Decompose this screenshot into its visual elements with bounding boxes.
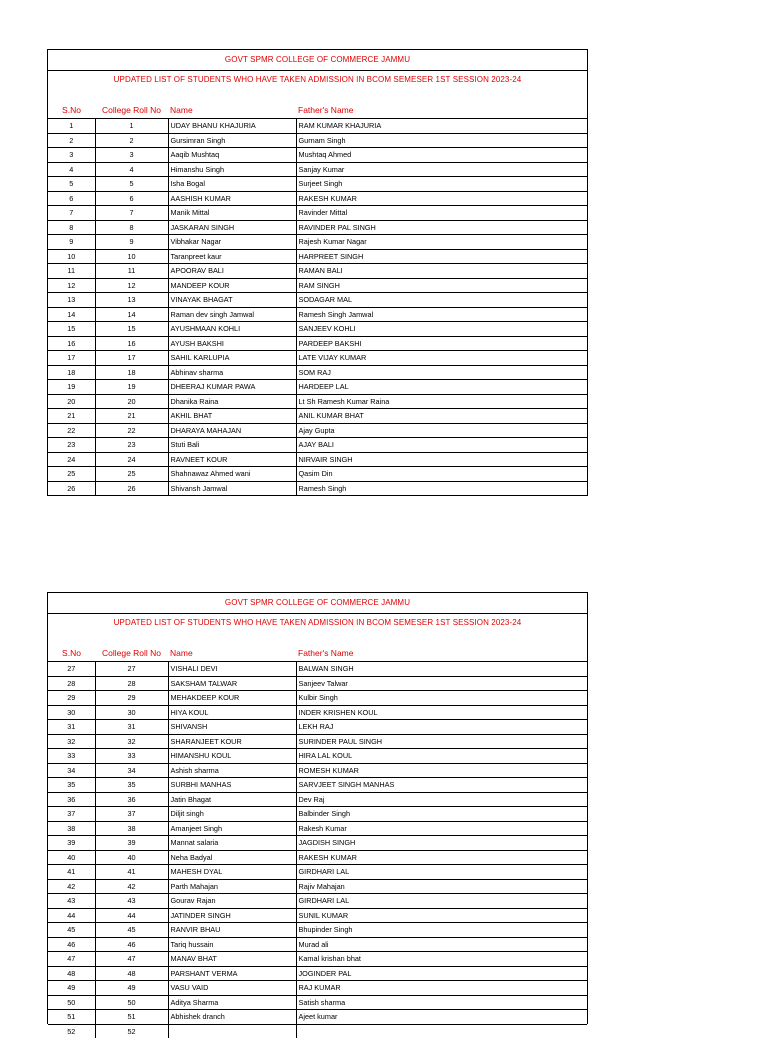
table-row	[48, 865, 587, 880]
cell-student-name: AASHISH KUMAR	[168, 191, 296, 206]
header-sno: S.No	[48, 644, 95, 662]
cell-sno: 22	[48, 423, 95, 438]
college-title: GOVT SPMR COLLEGE OF COMMERCE JAMMU	[48, 593, 587, 614]
cell-sno: 44	[48, 908, 95, 923]
cell-father-name: Kulbir Singh	[296, 691, 587, 706]
table-row	[48, 966, 587, 981]
cell-sno: 18	[48, 365, 95, 380]
cell-roll-no: 51	[95, 1010, 168, 1025]
cell-sno: 12	[48, 278, 95, 293]
students-table-1-body	[48, 119, 587, 496]
table-row	[48, 206, 587, 221]
cell-sno: 47	[48, 952, 95, 967]
cell-sno: 33	[48, 749, 95, 764]
cell-student-name: Shivansh Jamwal	[168, 481, 296, 495]
cell-student-name: VINAYAK BHAGAT	[168, 293, 296, 308]
table-row	[48, 705, 587, 720]
cell-sno: 41	[48, 865, 95, 880]
cell-father-name: SARVJEET SINGH MANHAS	[296, 778, 587, 793]
cell-sno: 52	[48, 1024, 95, 1038]
cell-student-name: Jatin Bhagat	[168, 792, 296, 807]
cell-student-name: Ashish sharma	[168, 763, 296, 778]
cell-roll-no: 21	[95, 409, 168, 424]
cell-sno: 24	[48, 452, 95, 467]
table-row	[48, 662, 587, 677]
cell-father-name: Ramesh Singh	[296, 481, 587, 495]
table-row	[48, 1024, 587, 1038]
cell-father-name: RAKESH KUMAR	[296, 191, 587, 206]
cell-sno: 43	[48, 894, 95, 909]
cell-student-name: VISHALI DEVI	[168, 662, 296, 677]
cell-father-name: JAGDISH SINGH	[296, 836, 587, 851]
cell-sno: 42	[48, 879, 95, 894]
cell-student-name: RANVIR BHAU	[168, 923, 296, 938]
cell-sno: 17	[48, 351, 95, 366]
cell-student-name: JATINDER SINGH	[168, 908, 296, 923]
table-row	[48, 720, 587, 735]
cell-father-name: SUNIL KUMAR	[296, 908, 587, 923]
cell-roll-no: 31	[95, 720, 168, 735]
table-row	[48, 481, 587, 495]
students-table-1	[48, 101, 587, 495]
cell-sno: 9	[48, 235, 95, 250]
cell-student-name: AKHIL BHAT	[168, 409, 296, 424]
cell-father-name: Ajeet kumar	[296, 1010, 587, 1025]
table-row	[48, 336, 587, 351]
table-row	[48, 235, 587, 250]
cell-student-name: SURBHI MANHAS	[168, 778, 296, 793]
cell-father-name: AJAY BALI	[296, 438, 587, 453]
cell-roll-no: 18	[95, 365, 168, 380]
cell-roll-no: 23	[95, 438, 168, 453]
cell-father-name: NIRVAIR SINGH	[296, 452, 587, 467]
cell-student-name: MAHESH DYAL	[168, 865, 296, 880]
cell-roll-no: 48	[95, 966, 168, 981]
cell-student-name: HIYA KOUL	[168, 705, 296, 720]
cell-sno: 5	[48, 177, 95, 192]
cell-father-name: Rajesh Kumar Nagar	[296, 235, 587, 250]
cell-father-name: RAKESH KUMAR	[296, 850, 587, 865]
table-header-row	[48, 101, 587, 119]
table-row	[48, 908, 587, 923]
cell-student-name: Shahnawaz Ahmed wani	[168, 467, 296, 482]
cell-father-name: Dev Raj	[296, 792, 587, 807]
cell-father-name: Lt Sh Ramesh Kumar Raina	[296, 394, 587, 409]
cell-sno: 30	[48, 705, 95, 720]
cell-father-name: GIRDHARI LAL	[296, 894, 587, 909]
table-row	[48, 293, 587, 308]
cell-roll-no: 8	[95, 220, 168, 235]
cell-roll-no: 19	[95, 380, 168, 395]
cell-roll-no: 34	[95, 763, 168, 778]
table-row	[48, 351, 587, 366]
cell-sno: 3	[48, 148, 95, 163]
table-row	[48, 734, 587, 749]
cell-student-name: AYUSH BAKSHI	[168, 336, 296, 351]
cell-roll-no: 29	[95, 691, 168, 706]
list-subtitle: UPDATED LIST OF STUDENTS WHO HAVE TAKEN ADMISSION IN BCOM SEMESER 1ST SESSION 2023-24	[48, 71, 587, 101]
cell-sno: 11	[48, 264, 95, 279]
header-roll: College Roll No	[95, 644, 168, 662]
table-row	[48, 423, 587, 438]
cell-student-name: DHEERAJ KUMAR PAWA	[168, 380, 296, 395]
table-row	[48, 778, 587, 793]
table-row	[48, 380, 587, 395]
cell-roll-no: 46	[95, 937, 168, 952]
cell-sno: 1	[48, 119, 95, 134]
cell-father-name: Mushtaq Ahmed	[296, 148, 587, 163]
header-name: Name	[168, 644, 296, 662]
table-row	[48, 836, 587, 851]
table-row	[48, 749, 587, 764]
cell-roll-no: 50	[95, 995, 168, 1010]
cell-father-name: Balbinder Singh	[296, 807, 587, 822]
cell-father-name: GIRDHARI LAL	[296, 865, 587, 880]
cell-roll-no: 25	[95, 467, 168, 482]
cell-student-name: RAVNEET KOUR	[168, 452, 296, 467]
cell-student-name: SAKSHAM TALWAR	[168, 676, 296, 691]
table-row	[48, 981, 587, 996]
cell-father-name: RAMAN BALI	[296, 264, 587, 279]
cell-roll-no: 33	[95, 749, 168, 764]
table-row	[48, 148, 587, 163]
cell-student-name: Isha Bogal	[168, 177, 296, 192]
cell-sno: 32	[48, 734, 95, 749]
table-row	[48, 322, 587, 337]
cell-father-name	[296, 1024, 587, 1038]
cell-father-name: Rakesh Kumar	[296, 821, 587, 836]
table-row	[48, 467, 587, 482]
cell-student-name: Diljit singh	[168, 807, 296, 822]
cell-roll-no: 6	[95, 191, 168, 206]
cell-sno: 4	[48, 162, 95, 177]
cell-roll-no: 45	[95, 923, 168, 938]
cell-father-name: SURINDER PAUL SINGH	[296, 734, 587, 749]
cell-father-name: RAM SINGH	[296, 278, 587, 293]
cell-father-name: SANJEEV KOHLI	[296, 322, 587, 337]
table-row	[48, 995, 587, 1010]
cell-sno: 38	[48, 821, 95, 836]
cell-roll-no: 16	[95, 336, 168, 351]
cell-student-name: Parth Mahajan	[168, 879, 296, 894]
table-row	[48, 133, 587, 148]
cell-father-name: Qasim Din	[296, 467, 587, 482]
cell-sno: 2	[48, 133, 95, 148]
cell-father-name: JOGINDER PAL	[296, 966, 587, 981]
table-row	[48, 438, 587, 453]
table-row	[48, 676, 587, 691]
cell-father-name: RAM KUMAR KHAJURIA	[296, 119, 587, 134]
cell-sno: 29	[48, 691, 95, 706]
cell-father-name: PARDEEP BAKSHI	[296, 336, 587, 351]
cell-student-name: DHARAYA MAHAJAN	[168, 423, 296, 438]
students-table-2-body	[48, 662, 587, 1038]
table-row	[48, 307, 587, 322]
header-sno: S.No	[48, 101, 95, 119]
cell-student-name: Taranpreet kaur	[168, 249, 296, 264]
cell-roll-no: 44	[95, 908, 168, 923]
table-row	[48, 191, 587, 206]
cell-roll-no: 12	[95, 278, 168, 293]
cell-roll-no: 1	[95, 119, 168, 134]
cell-father-name: Sanjay Kumar	[296, 162, 587, 177]
cell-father-name: HIRA LAL KOUL	[296, 749, 587, 764]
cell-sno: 23	[48, 438, 95, 453]
table-row	[48, 937, 587, 952]
cell-roll-no: 38	[95, 821, 168, 836]
cell-father-name: INDER KRISHEN KOUL	[296, 705, 587, 720]
cell-father-name: HARPREET SINGH	[296, 249, 587, 264]
table-row	[48, 264, 587, 279]
table-row	[48, 278, 587, 293]
cell-father-name: Ravinder Mittal	[296, 206, 587, 221]
cell-roll-no: 43	[95, 894, 168, 909]
table-row	[48, 850, 587, 865]
cell-sno: 14	[48, 307, 95, 322]
header-roll: College Roll No	[95, 101, 168, 119]
cell-roll-no: 14	[95, 307, 168, 322]
table-row	[48, 792, 587, 807]
cell-sno: 50	[48, 995, 95, 1010]
cell-student-name: Himanshu Singh	[168, 162, 296, 177]
cell-father-name: Sanjeev Talwar	[296, 676, 587, 691]
cell-roll-no: 32	[95, 734, 168, 749]
cell-sno: 13	[48, 293, 95, 308]
cell-sno: 36	[48, 792, 95, 807]
cell-roll-no: 9	[95, 235, 168, 250]
cell-student-name: MANDEEP KOUR	[168, 278, 296, 293]
cell-roll-no: 2	[95, 133, 168, 148]
students-table-2	[48, 644, 587, 1038]
cell-father-name: LATE VIJAY KUMAR	[296, 351, 587, 366]
cell-sno: 16	[48, 336, 95, 351]
cell-student-name: Gursimran Singh	[168, 133, 296, 148]
cell-father-name: Kamal krishan bhat	[296, 952, 587, 967]
table-row	[48, 162, 587, 177]
header-name: Name	[168, 101, 296, 119]
table-row	[48, 365, 587, 380]
table-row	[48, 923, 587, 938]
cell-sno: 28	[48, 676, 95, 691]
cell-sno: 8	[48, 220, 95, 235]
cell-roll-no: 27	[95, 662, 168, 677]
cell-father-name: LEKH RAJ	[296, 720, 587, 735]
cell-sno: 26	[48, 481, 95, 495]
header-father: Father's Name	[296, 644, 587, 662]
cell-roll-no: 5	[95, 177, 168, 192]
cell-student-name: Stuti Bali	[168, 438, 296, 453]
table-row	[48, 763, 587, 778]
cell-student-name: Raman dev singh Jamwal	[168, 307, 296, 322]
cell-roll-no: 24	[95, 452, 168, 467]
cell-student-name: SAHIL KARLUPIA	[168, 351, 296, 366]
cell-student-name: PARSHANT VERMA	[168, 966, 296, 981]
cell-student-name: HIMANSHU KOUL	[168, 749, 296, 764]
table-header-row	[48, 644, 587, 662]
cell-roll-no: 40	[95, 850, 168, 865]
cell-father-name: Satish sharma	[296, 995, 587, 1010]
cell-sno: 39	[48, 836, 95, 851]
cell-student-name: AYUSHMAAN KOHLI	[168, 322, 296, 337]
table-row	[48, 394, 587, 409]
cell-roll-no: 20	[95, 394, 168, 409]
cell-roll-no: 10	[95, 249, 168, 264]
cell-student-name: Aaqib Mushtaq	[168, 148, 296, 163]
cell-student-name: VASU VAID	[168, 981, 296, 996]
cell-roll-no: 28	[95, 676, 168, 691]
cell-roll-no: 11	[95, 264, 168, 279]
cell-father-name: Ramesh Singh Jamwal	[296, 307, 587, 322]
cell-roll-no: 41	[95, 865, 168, 880]
cell-sno: 21	[48, 409, 95, 424]
cell-father-name: Gurnam Singh	[296, 133, 587, 148]
college-title: GOVT SPMR COLLEGE OF COMMERCE JAMMU	[48, 50, 587, 71]
cell-sno: 15	[48, 322, 95, 337]
cell-sno: 49	[48, 981, 95, 996]
cell-roll-no: 3	[95, 148, 168, 163]
table-row	[48, 952, 587, 967]
cell-student-name: Vibhakar Nagar	[168, 235, 296, 250]
cell-roll-no: 30	[95, 705, 168, 720]
cell-sno: 34	[48, 763, 95, 778]
cell-student-name: Tariq hussain	[168, 937, 296, 952]
cell-father-name: Rajiv Mahajan	[296, 879, 587, 894]
header-father: Father's Name	[296, 101, 587, 119]
cell-roll-no: 42	[95, 879, 168, 894]
cell-student-name: APOORAV BALI	[168, 264, 296, 279]
cell-father-name: BALWAN SINGH	[296, 662, 587, 677]
cell-student-name: SHARANJEET KOUR	[168, 734, 296, 749]
cell-student-name: UDAY BHANU KHAJURIA	[168, 119, 296, 134]
cell-sno: 19	[48, 380, 95, 395]
cell-student-name: SHIVANSH	[168, 720, 296, 735]
cell-sno: 40	[48, 850, 95, 865]
list-subtitle: UPDATED LIST OF STUDENTS WHO HAVE TAKEN ADMISSION IN BCOM SEMESER 1ST SESSION 2023-24	[48, 614, 587, 644]
cell-sno: 37	[48, 807, 95, 822]
cell-roll-no: 36	[95, 792, 168, 807]
cell-father-name: Murad ali	[296, 937, 587, 952]
cell-roll-no: 26	[95, 481, 168, 495]
table-row	[48, 879, 587, 894]
table-row	[48, 220, 587, 235]
cell-father-name: RAVINDER PAL SINGH	[296, 220, 587, 235]
cell-student-name	[168, 1024, 296, 1038]
table-row	[48, 409, 587, 424]
cell-sno: 35	[48, 778, 95, 793]
cell-student-name: JASKARAN SINGH	[168, 220, 296, 235]
cell-student-name: Manik Mittal	[168, 206, 296, 221]
cell-father-name: Bhupinder Singh	[296, 923, 587, 938]
cell-roll-no: 49	[95, 981, 168, 996]
cell-student-name: Aditya Sharma	[168, 995, 296, 1010]
table-row	[48, 177, 587, 192]
cell-student-name: Abhishek dranch	[168, 1010, 296, 1025]
cell-father-name: ANIL KUMAR BHAT	[296, 409, 587, 424]
cell-father-name: HARDEEP LAL	[296, 380, 587, 395]
cell-sno: 10	[48, 249, 95, 264]
cell-student-name: Abhinav sharma	[168, 365, 296, 380]
admission-list-sheet-2	[47, 592, 588, 1024]
cell-roll-no: 47	[95, 952, 168, 967]
cell-roll-no: 35	[95, 778, 168, 793]
cell-roll-no: 7	[95, 206, 168, 221]
cell-student-name: Neha Badyal	[168, 850, 296, 865]
cell-roll-no: 13	[95, 293, 168, 308]
cell-sno: 7	[48, 206, 95, 221]
cell-sno: 25	[48, 467, 95, 482]
cell-sno: 51	[48, 1010, 95, 1025]
cell-sno: 31	[48, 720, 95, 735]
cell-sno: 46	[48, 937, 95, 952]
cell-sno: 45	[48, 923, 95, 938]
cell-roll-no: 4	[95, 162, 168, 177]
cell-student-name: MANAV BHAT	[168, 952, 296, 967]
table-row	[48, 1010, 587, 1025]
cell-roll-no: 52	[95, 1024, 168, 1038]
cell-father-name: SODAGAR MAL	[296, 293, 587, 308]
cell-sno: 48	[48, 966, 95, 981]
cell-roll-no: 17	[95, 351, 168, 366]
table-row	[48, 691, 587, 706]
table-row	[48, 821, 587, 836]
cell-sno: 20	[48, 394, 95, 409]
cell-sno: 6	[48, 191, 95, 206]
cell-sno: 27	[48, 662, 95, 677]
cell-student-name: MEHAKDEEP KOUR	[168, 691, 296, 706]
cell-roll-no: 22	[95, 423, 168, 438]
table-row	[48, 249, 587, 264]
cell-father-name: ROMESH KUMAR	[296, 763, 587, 778]
cell-father-name: Ajay Gupta	[296, 423, 587, 438]
cell-father-name: RAJ KUMAR	[296, 981, 587, 996]
cell-roll-no: 37	[95, 807, 168, 822]
cell-father-name: SOM RAJ	[296, 365, 587, 380]
cell-student-name: Amanjeet Singh	[168, 821, 296, 836]
table-row	[48, 894, 587, 909]
cell-student-name: Dhanika Raina	[168, 394, 296, 409]
cell-father-name: Surjeet Singh	[296, 177, 587, 192]
table-row	[48, 807, 587, 822]
table-row	[48, 119, 587, 134]
cell-student-name: Mannat salaria	[168, 836, 296, 851]
cell-roll-no: 39	[95, 836, 168, 851]
cell-roll-no: 15	[95, 322, 168, 337]
cell-student-name: Gourav Rajan	[168, 894, 296, 909]
table-row	[48, 452, 587, 467]
admission-list-sheet-1	[47, 49, 588, 496]
